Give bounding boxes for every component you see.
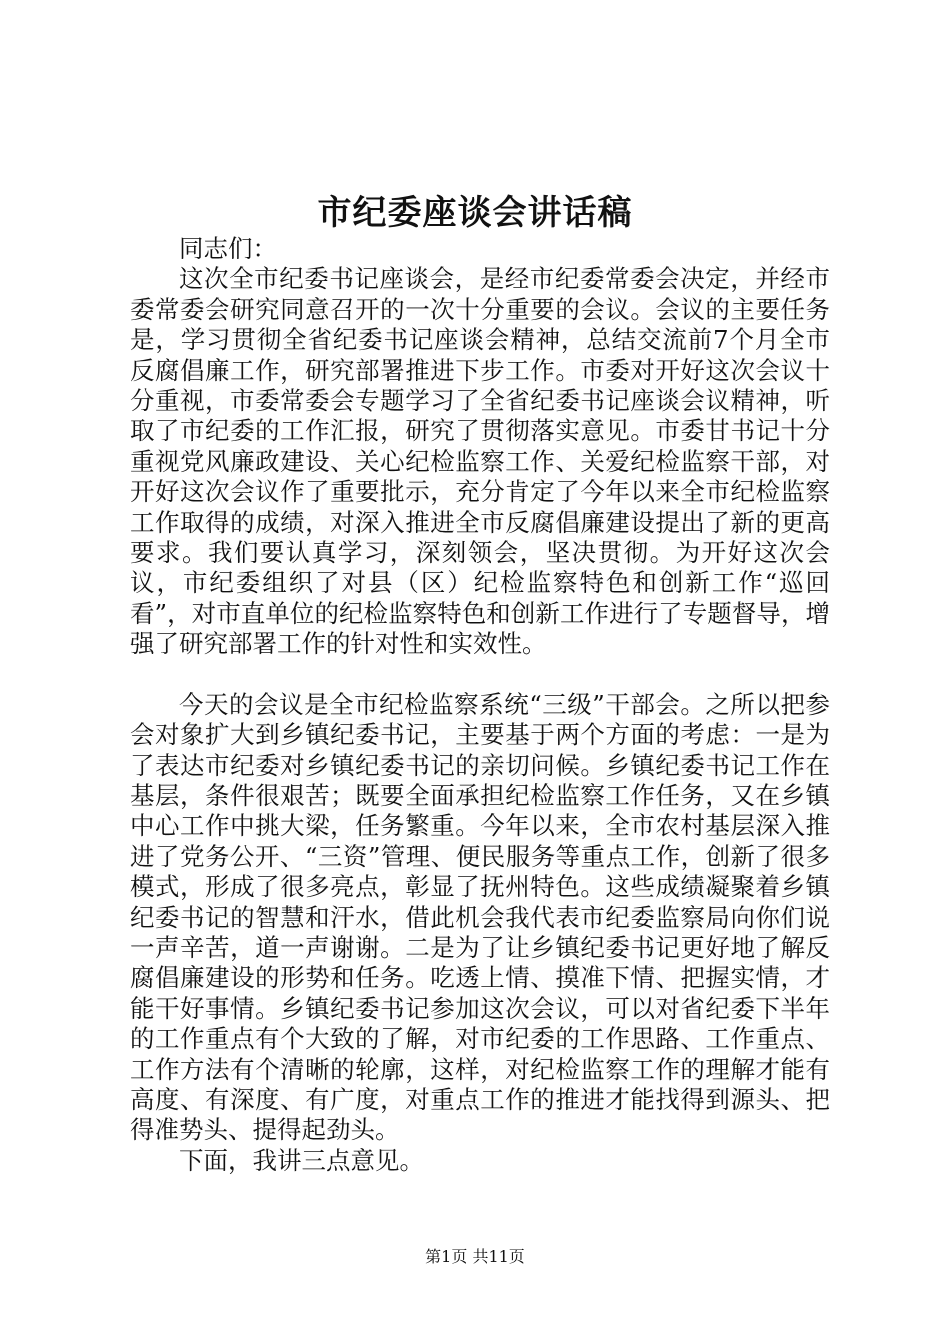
paragraph-2: 今天的会议是全市纪检监察系统“三级”干部会。之所以把参会对象扩大到乡镇纪委书记，主要基于两个方面的考虑：一是为了表达市纪委对乡镇纪委书记的亲切问候。乡镇纪委书记工作在基层，条件很艰苦；既要全面承担纪检监察工作任务，又在乡镇中心工作中挑大梁，任务繁重。今年以来，全市农村基层深入推进了党务公开、“三资”管理、便民服务等重点工作，创新了很多模式，形成了很多亮点，彰显了抚州特色。这些成绩凝聚着乡镇纪委书记的智慧和汗水，借此机会我代表市纪委监察局向你们说一声辛苦，道一声谢谢。二是为了让乡镇纪委书记更好地了解反腐倡廉建设的形势和任务。吃透上情、摸准下情、把握实情，才能干好事情。乡镇纪委书记参加这次会议，可以对省纪委下半年的工作重点有个大致的了解，对市纪委的工作思路、工作重点、工作方法有个清晰的轮廓，这样，对纪检监察工作的理解才能有高度、有深度、有广度，对重点工作的推进才能找得到源头、把得准势头、提得起劲头。 bbox=[130, 689, 830, 1145]
document-title: 市纪委座谈会讲话稿 bbox=[317, 193, 633, 233]
paragraph-1: 这次全市纪委书记座谈会，是经市纪委常委会决定，并经市委常委会研究同意召开的一次十分重要的会议。会议的主要任务是，学习贯彻全省纪委书记座谈会精神，总结交流前7个月全市反腐倡廉工作，研究部署推进下步工作。市委对开好这次会议十分重视，市委常委会专题学习了全省纪委书记座谈会议精神，听取了市纪委的工作汇报，研究了贯彻落实意见。市委甘书记十分重视党风廉政建设、关心纪检监察工作、关爱纪检监察干部，对开好这次会议作了重要批示，充分肯定了今年以来全市纪检监察工作取得的成绩，对深入推进全市反腐倡廉建设提出了新的更高要求。我们要认真学习，深刻领会，坚决贯彻。为开好这次会议，市纪委组织了对县（区）纪检监察特色和创新工作“巡回看”，对市直单位的纪检监察特色和创新工作进行了专题督导，增强了研究部署工作的针对性和实效性。 bbox=[130, 264, 830, 659]
paragraph-spacer bbox=[130, 660, 830, 690]
page-number-footer: 第1页 共11页 bbox=[425, 1247, 525, 1266]
paragraph-3: 下面，我讲三点意见。 bbox=[179, 1145, 424, 1175]
document-body bbox=[130, 234, 830, 1176]
greeting: 同志们： bbox=[179, 234, 277, 263]
